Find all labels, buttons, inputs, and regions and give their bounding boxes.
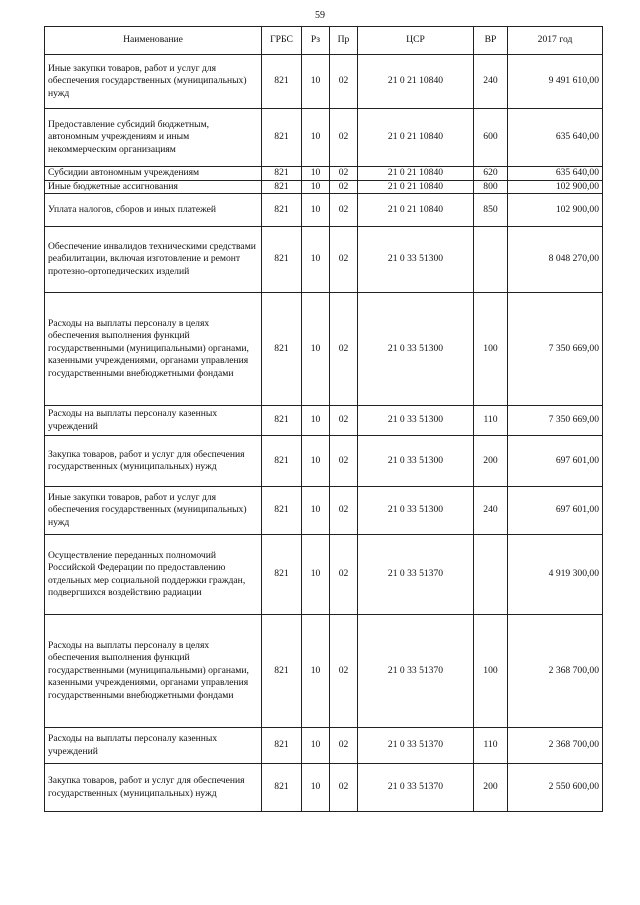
row-grbs: 821 <box>262 615 302 728</box>
table-row <box>45 167 603 181</box>
row-vr: 620 <box>474 167 508 181</box>
row-amount: 697 601,00 <box>508 487 603 535</box>
table-row <box>45 293 603 406</box>
table-row <box>45 615 603 728</box>
page-number: 59 <box>315 10 325 21</box>
row-rz: 10 <box>302 728 330 764</box>
row-amount: 4 919 300,00 <box>508 535 603 615</box>
row-pr: 02 <box>330 535 358 615</box>
row-csr: 21 0 33 51370 <box>358 535 474 615</box>
row-rz: 10 <box>302 535 330 615</box>
row-grbs: 821 <box>262 487 302 535</box>
row-csr: 21 0 33 51370 <box>358 728 474 764</box>
row-pr: 02 <box>330 167 358 181</box>
table-row <box>45 728 603 764</box>
row-pr: 02 <box>330 180 358 194</box>
row-pr: 02 <box>330 227 358 293</box>
row-vr: 800 <box>474 180 508 194</box>
row-csr: 21 0 33 51300 <box>358 487 474 535</box>
table-row <box>45 55 603 109</box>
row-amount: 102 900,00 <box>508 194 603 227</box>
row-csr: 21 0 21 10840 <box>358 194 474 227</box>
row-grbs: 821 <box>262 167 302 181</box>
row-name: Иные закупки товаров, работ и услуг для обеспечения государственных (муниципальных) нужд <box>45 55 262 109</box>
table-row <box>45 227 603 293</box>
row-name: Субсидии автономным учреждениям <box>45 167 262 181</box>
row-csr: 21 0 33 51370 <box>358 764 474 812</box>
row-amount: 2 550 600,00 <box>508 764 603 812</box>
header-name: Наименование <box>45 27 262 55</box>
row-grbs: 821 <box>262 194 302 227</box>
row-vr: 600 <box>474 109 508 167</box>
row-grbs: 821 <box>262 109 302 167</box>
row-rz: 10 <box>302 227 330 293</box>
row-amount: 2 368 700,00 <box>508 615 603 728</box>
row-pr: 02 <box>330 436 358 487</box>
row-name: Расходы на выплаты персоналу в целях обеспечения выполнения функций государственными (муниципальными) органами, казенными учреждениями, органами управления государственными внебюджетными фондами <box>45 293 262 406</box>
row-rz: 10 <box>302 436 330 487</box>
row-rz: 10 <box>302 293 330 406</box>
row-vr <box>474 535 508 615</box>
row-name: Обеспечение инвалидов техническими средствами реабилитации, включая изготовление и ремонт протезно-ортопедических изделий <box>45 227 262 293</box>
row-amount: 9 491 610,00 <box>508 55 603 109</box>
header-row <box>45 27 603 55</box>
row-name: Осуществление переданных полномочий Российской Федерации по предоставлению отдельных мер социальной поддержки граждан, подвергшихся воздействию радиации <box>45 535 262 615</box>
row-vr: 200 <box>474 436 508 487</box>
table-row <box>45 487 603 535</box>
row-grbs: 821 <box>262 728 302 764</box>
row-pr: 02 <box>330 293 358 406</box>
row-pr: 02 <box>330 194 358 227</box>
row-rz: 10 <box>302 109 330 167</box>
header-csr: ЦСР <box>358 27 474 55</box>
row-grbs: 821 <box>262 55 302 109</box>
row-csr: 21 0 21 10840 <box>358 167 474 181</box>
row-name: Закупка товаров, работ и услуг для обеспечения государственных (муниципальных) нужд <box>45 764 262 812</box>
header-vr: ВР <box>474 27 508 55</box>
row-amount: 7 350 669,00 <box>508 406 603 436</box>
table-row <box>45 194 603 227</box>
table-row <box>45 109 603 167</box>
row-grbs: 821 <box>262 535 302 615</box>
row-name: Иные бюджетные ассигнования <box>45 180 262 194</box>
row-pr: 02 <box>330 764 358 812</box>
row-csr: 21 0 21 10840 <box>358 55 474 109</box>
row-name: Предоставление субсидий бюджетным, автономным учреждениям и иным некоммерческим организациям <box>45 109 262 167</box>
row-grbs: 821 <box>262 227 302 293</box>
row-pr: 02 <box>330 615 358 728</box>
row-rz: 10 <box>302 180 330 194</box>
header-grbs: ГРБС <box>262 27 302 55</box>
row-grbs: 821 <box>262 180 302 194</box>
row-amount: 697 601,00 <box>508 436 603 487</box>
header-pr: Пр <box>330 27 358 55</box>
table-row <box>45 436 603 487</box>
row-csr: 21 0 33 51300 <box>358 293 474 406</box>
row-csr: 21 0 33 51300 <box>358 227 474 293</box>
row-pr: 02 <box>330 406 358 436</box>
row-rz: 10 <box>302 55 330 109</box>
row-grbs: 821 <box>262 764 302 812</box>
row-rz: 10 <box>302 487 330 535</box>
table-row <box>45 535 603 615</box>
row-amount: 2 368 700,00 <box>508 728 603 764</box>
row-amount: 635 640,00 <box>508 167 603 181</box>
row-vr: 100 <box>474 615 508 728</box>
row-rz: 10 <box>302 167 330 181</box>
row-rz: 10 <box>302 764 330 812</box>
row-vr: 100 <box>474 293 508 406</box>
row-vr: 110 <box>474 406 508 436</box>
row-rz: 10 <box>302 406 330 436</box>
budget-table <box>44 26 603 812</box>
row-vr: 240 <box>474 55 508 109</box>
row-csr: 21 0 21 10840 <box>358 180 474 194</box>
row-grbs: 821 <box>262 406 302 436</box>
row-pr: 02 <box>330 487 358 535</box>
row-pr: 02 <box>330 109 358 167</box>
row-name: Расходы на выплаты персоналу казенных учреждений <box>45 728 262 764</box>
row-amount: 8 048 270,00 <box>508 227 603 293</box>
row-vr: 110 <box>474 728 508 764</box>
row-name: Иные закупки товаров, работ и услуг для обеспечения государственных (муниципальных) нужд <box>45 487 262 535</box>
row-csr: 21 0 33 51300 <box>358 406 474 436</box>
table-row <box>45 406 603 436</box>
row-vr: 850 <box>474 194 508 227</box>
row-name: Расходы на выплаты персоналу казенных учреждений <box>45 406 262 436</box>
row-name: Уплата налогов, сборов и иных платежей <box>45 194 262 227</box>
row-csr: 21 0 21 10840 <box>358 109 474 167</box>
header-year: 2017 год <box>508 27 603 55</box>
row-amount: 7 350 669,00 <box>508 293 603 406</box>
row-pr: 02 <box>330 728 358 764</box>
row-grbs: 821 <box>262 293 302 406</box>
row-vr: 200 <box>474 764 508 812</box>
header-rz: Рз <box>302 27 330 55</box>
row-name: Расходы на выплаты персоналу в целях обеспечения выполнения функций государственными (муниципальными) органами, казенными учреждениями, органами управления государственными внебюджетными фондами <box>45 615 262 728</box>
row-vr: 240 <box>474 487 508 535</box>
row-csr: 21 0 33 51370 <box>358 615 474 728</box>
row-grbs: 821 <box>262 436 302 487</box>
row-vr <box>474 227 508 293</box>
row-name: Закупка товаров, работ и услуг для обеспечения государственных (муниципальных) нужд <box>45 436 262 487</box>
row-csr: 21 0 33 51300 <box>358 436 474 487</box>
row-pr: 02 <box>330 55 358 109</box>
table-row <box>45 764 603 812</box>
table-row <box>45 180 603 194</box>
row-amount: 635 640,00 <box>508 109 603 167</box>
row-rz: 10 <box>302 615 330 728</box>
row-rz: 10 <box>302 194 330 227</box>
row-amount: 102 900,00 <box>508 180 603 194</box>
